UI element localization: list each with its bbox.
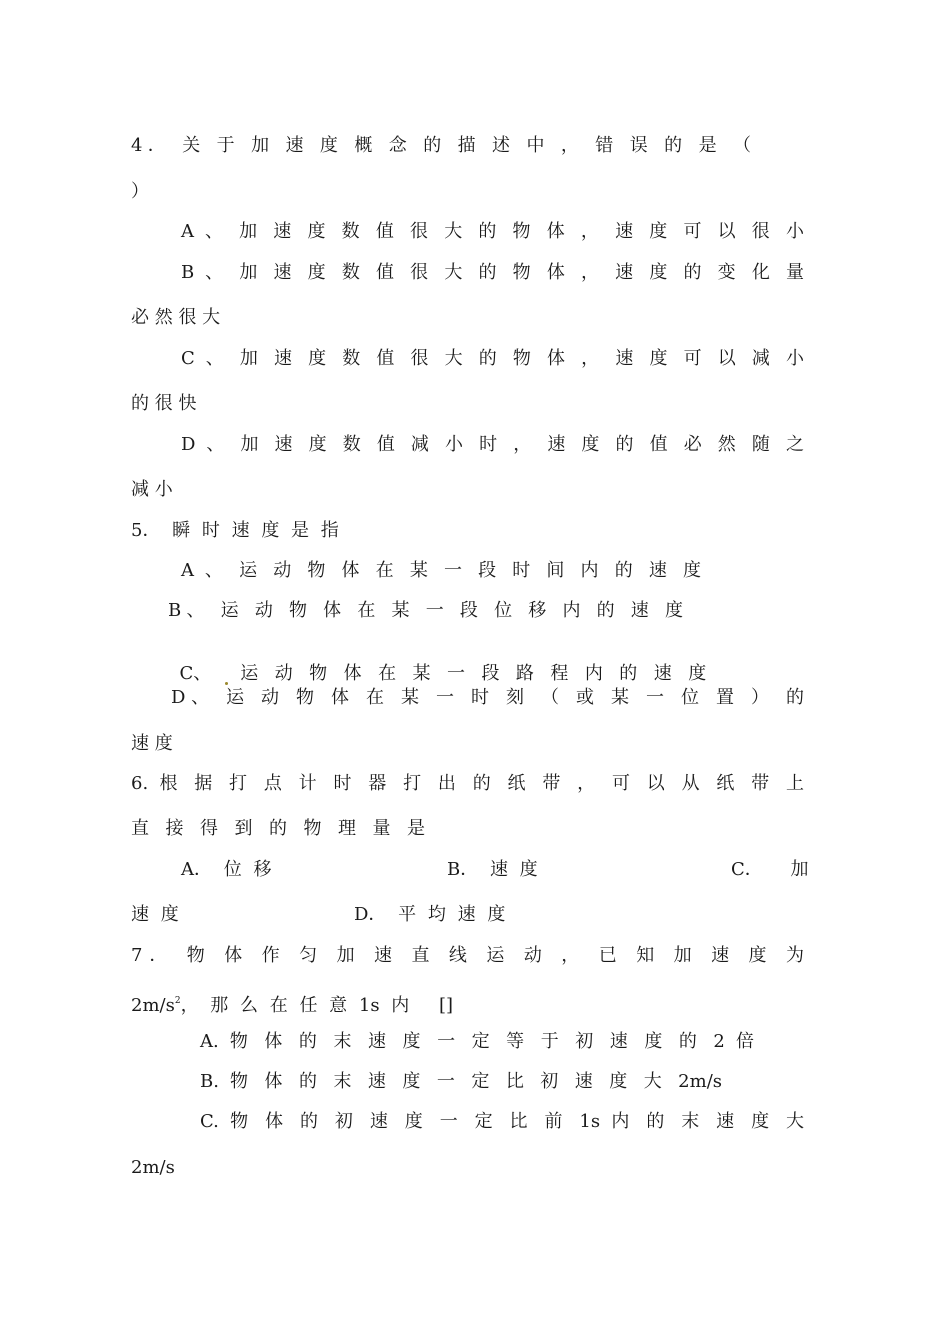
q6-stem-cont: 直 接 得 到 的 物 理 量 是 — [131, 818, 425, 839]
q5-option-d-cont: 速 度 — [131, 733, 173, 754]
q6-option-b: B． 速 度 — [447, 859, 538, 880]
q4-option-b: B 、 加 速 度 数 值 很 大 的 物 体 ， 速 度 的 变 化 量 — [181, 262, 804, 283]
q5-option-d: D、 运 动 物 体 在 某 一 时 刻 （ 或 某 一 位 置 ） 的 — [171, 687, 804, 708]
q4-stem-close: ） — [131, 181, 149, 202]
q7-stem-cont — [131, 990, 453, 1017]
q4-option-b-cont: 必 然 很 大 — [131, 307, 221, 328]
q7-stem: 7． 物 体 作 匀 加 速 直 线 运 动 ， 已 知 加 速 度 为 — [131, 945, 804, 966]
q6-option-d: D． 平 均 速 度 — [354, 904, 506, 925]
q5-option-a: A 、 运 动 物 体 在 某 一 段 时 间 内 的 速 度 — [181, 560, 701, 581]
q4-stem: 4． 关 于 加 速 度 概 念 的 描 述 中 ， 错 误 的 是 （ — [131, 135, 751, 156]
q4-option-c-cont: 的 很 快 — [131, 393, 197, 414]
q7-unit-exponent: 2 — [174, 996, 181, 1006]
q7-option-c: C. 物 体 的 初 速 度 一 定 比 前 1s 内 的 末 速 度 大 — [200, 1111, 804, 1132]
q5-option-c-label: C、 — [179, 663, 212, 684]
q5-option-c — [168, 641, 706, 685]
q7-option-b: B. 物 体 的 末 速 度 一 定 比 初 速 度 大 2m/s — [200, 1071, 722, 1092]
q4-option-c: C 、 加 速 度 数 值 很 大 的 物 体 ， 速 度 可 以 减 小 — [181, 348, 804, 369]
stray-dot-mark — [225, 682, 228, 685]
q5-option-b: B、 运 动 物 体 在 某 一 段 位 移 内 的 速 度 — [168, 600, 683, 621]
q6-option-c: C． 加 — [731, 859, 809, 880]
q7-unit: 2m/s — [131, 995, 175, 1016]
q5-stem: 5． 瞬 时 速 度 是 指 — [131, 520, 339, 541]
q4-option-d: D 、 加 速 度 数 值 减 小 时 ， 速 度 的 值 必 然 随 之 — [181, 434, 804, 455]
q7-option-c-cont: 2m/s — [131, 1157, 175, 1178]
q4-option-a: A 、 加 速 度 数 值 很 大 的 物 体 ， 速 度 可 以 很 小 — [181, 221, 804, 242]
q6-stem: 6. 根 据 打 点 计 时 器 打 出 的 纸 带 ， 可 以 从 纸 带 上 — [131, 773, 804, 794]
q6-option-a: A． 位 移 — [181, 859, 272, 880]
q7-stem-rest: ， 那 么 在 任 意 1s 内 [] — [180, 995, 454, 1016]
q5-option-c-text: 运 动 物 体 在 某 一 段 路 程 内 的 速 度 — [240, 663, 707, 684]
q4-option-d-cont: 减 小 — [131, 479, 173, 500]
q6-option-c-cont: 速 度 — [131, 904, 179, 925]
q7-option-a: A. 物 体 的 末 速 度 一 定 等 于 初 速 度 的 2 倍 — [200, 1031, 754, 1052]
